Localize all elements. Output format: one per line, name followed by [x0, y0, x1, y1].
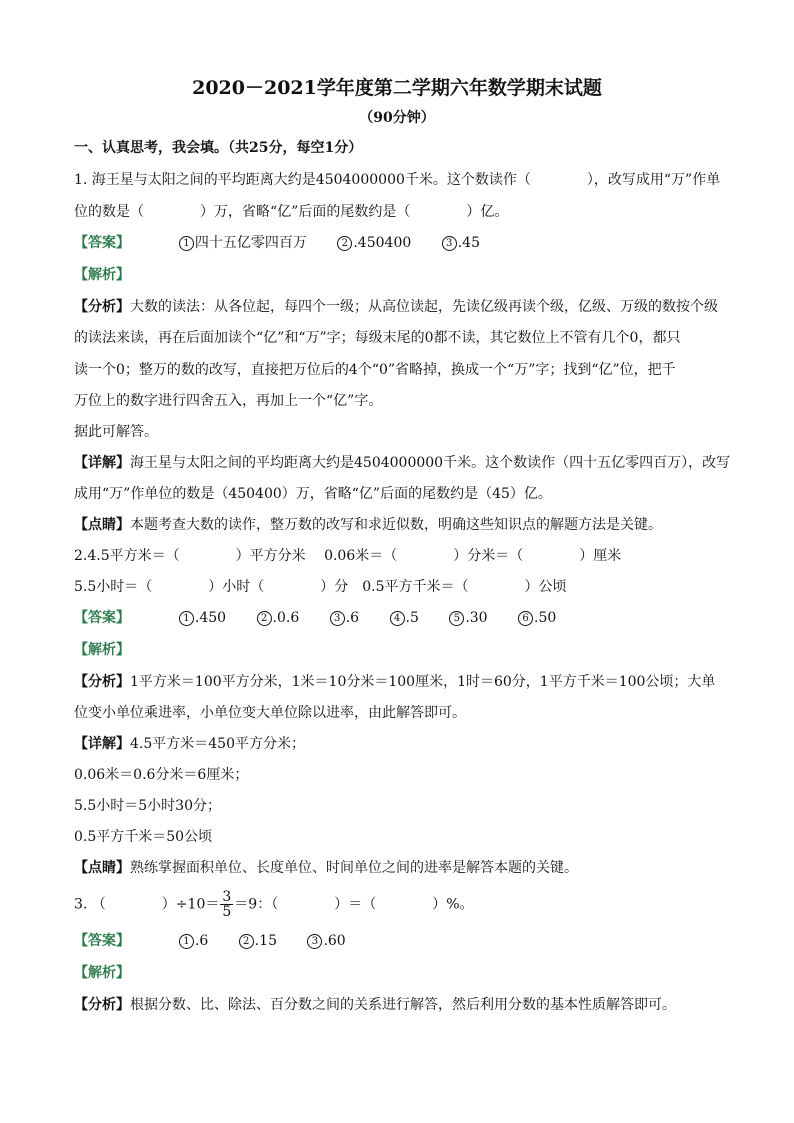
q1-fenxi-line3: 读一个0；整万的数的改写，直接把万位后的4个“0”省略掉，换成一个“万”字；找到“亿”位，把千	[74, 362, 676, 378]
answer-item: 3 .45	[442, 233, 480, 253]
circled-number: 6	[518, 611, 533, 626]
xiangjie-tag: 【详解】	[74, 736, 130, 752]
q1-xiangjie-line2: 成用“万”作单位的数是（450400）万，省略“亿”后面的尾数约是（45）亿。	[74, 486, 552, 502]
q2-fenxi-line2: 位变小单位乘进率，小单位变大单位除以进率，由此解答即可。	[74, 705, 466, 721]
page-subtitle: （90分钟）	[359, 110, 435, 126]
fenxi-tag: 【分析】	[74, 299, 130, 315]
answer-item: 3 .6	[330, 608, 359, 628]
analysis-tag: 【解析】	[74, 267, 130, 283]
circled-number: 4	[390, 611, 405, 626]
answer-item: 4 .5	[390, 608, 419, 628]
answer-tag: 【答案】	[74, 610, 130, 626]
circled-number: 3	[442, 236, 457, 251]
q2-xiangjie-line3: 5.5小时＝5小时30分；	[74, 798, 221, 814]
circled-number: 2	[239, 934, 254, 949]
q1-answer-row	[74, 233, 506, 253]
answer-item: 6 .50	[518, 608, 556, 628]
xiangjie-tag: 【详解】	[74, 455, 130, 471]
q2-xiangjie-line1: 【详解】4.5平方米＝450平方分米；	[74, 736, 305, 752]
q1-fenxi-line5: 据此可解答。	[74, 424, 158, 440]
q3-fenxi: 【分析】根据分数、比、除法、百分数之间的关系进行解答，然后利用分数的基本性质解答即可。	[74, 997, 676, 1013]
dianjing-tag: 【点睛】	[74, 860, 130, 876]
q3-text: 3. （ ）÷10＝ $\frac{3}{5}$ ＝9：（ ）＝（ ）%。	[74, 889, 474, 920]
fenxi-tag: 【分析】	[74, 674, 130, 690]
answer-item: 3 .60	[307, 931, 345, 951]
answer-item: 1 .6	[179, 931, 208, 951]
answer-item: 1 四十五亿零四百万	[179, 233, 307, 253]
q1-fenxi-line4: 万位上的数字进行四舍五入，再加上一个“亿”字。	[74, 393, 383, 409]
page-title: 2020－2021学年度第二学期六年数学期末试题	[192, 77, 602, 99]
answer-item: 2 .450400	[337, 233, 411, 253]
fenxi-tag: 【分析】	[74, 997, 130, 1013]
q2-xiangjie-line2: 0.06米＝0.6分米＝6厘米；	[74, 767, 249, 783]
circled-number: 3	[307, 934, 322, 949]
q2-text-line1: 2.4.5平方米＝（ ）平方分米 0.06米＝（ ）分米＝（ ）厘米	[74, 548, 622, 564]
q1-xiangjie-line1: 【详解】海王星与太阳之间的平均距离大约是4504000000千米。这个数读作（四十五亿零四百万），改写	[74, 455, 731, 471]
q1-fenxi-line1: 【分析】大数的读法：从各位起，每四个一级；从高位读起，先读亿级再读个级，亿级、万级的数按个级	[74, 299, 718, 315]
analysis-tag: 【解析】	[74, 965, 130, 981]
answer-item: 5 .30	[449, 608, 487, 628]
answer-tag: 【答案】	[74, 933, 130, 949]
q2-text-line2: 5.5小时＝（ ）小时（ ）分 0.5平方千米＝（ ）公顷	[74, 579, 567, 595]
q3-answer-row	[74, 931, 372, 951]
answer-tag: 【答案】	[74, 235, 130, 251]
circled-number: 2	[337, 236, 352, 251]
circled-number: 1	[179, 934, 194, 949]
circled-number: 1	[179, 611, 194, 626]
answer-item: 2 .0.6	[257, 608, 300, 628]
answer-item: 1 .450	[179, 608, 226, 628]
section-heading: 一、认真思考，我会填。（共25分，每空1分）	[74, 140, 363, 156]
q1-text-line2: 位的数是（ ）万，省略“亿”后面的尾数约是（ ）亿。	[74, 204, 509, 220]
circled-number: 1	[179, 236, 194, 251]
circled-number: 5	[449, 611, 464, 626]
q2-answer-row	[74, 608, 582, 628]
q1-text-line1: 1. 海王星与太阳之间的平均距离大约是4504000000千米。这个数读作（ ），改写成用“万”作单	[74, 172, 721, 188]
q1-fenxi-line2: 的读法来读，再在后面加读个“亿”和“万”字；每级末尾的0都不读，其它数位上不管有几个0，都只	[74, 330, 681, 346]
dianjing-tag: 【点睛】	[74, 517, 130, 533]
q2-dianjing: 【点睛】熟练掌握面积单位、长度单位、时间单位之间的进率是解答本题的关键。	[74, 860, 578, 876]
analysis-tag: 【解析】	[74, 642, 130, 658]
fraction: $\frac{3}{5}$	[222, 889, 232, 920]
q1-dianjing: 【点睛】本题考查大数的读作，整万数的改写和求近似数，明确这些知识点的解题方法是关键。	[74, 517, 662, 533]
circled-number: 2	[257, 611, 272, 626]
q2-xiangjie-line4: 0.5平方千米＝50公顷	[74, 829, 213, 845]
circled-number: 3	[330, 611, 345, 626]
answer-item: 2 .15	[239, 931, 277, 951]
q2-fenxi-line1: 【分析】1平方米＝100平方分米，1米＝10分米＝100厘米，1时＝60分，1平方千米＝100公顷；大单	[74, 674, 716, 690]
